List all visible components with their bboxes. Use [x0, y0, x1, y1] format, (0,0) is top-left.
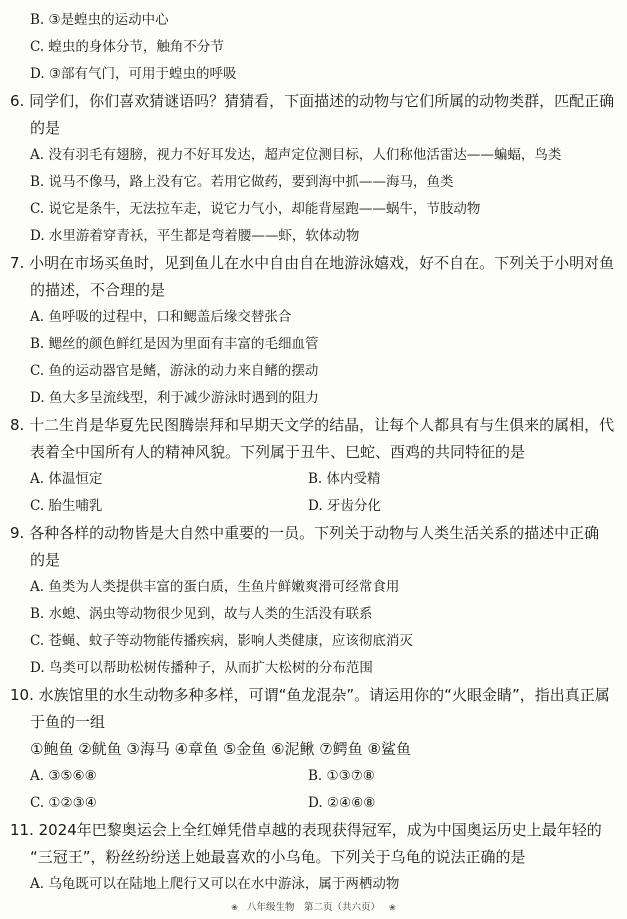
q8-option-d: D. 牙齿分化: [308, 498, 381, 514]
q9-option-c: C. 苍蝇、蚊子等动物能传播疾病，影响人类健康，应该彻底消灭: [30, 633, 413, 649]
q10-option-a: A. ③⑤⑥⑧: [30, 768, 97, 784]
q10-items: ①鲍鱼 ②鱿鱼 ③海马 ④章鱼 ⑤金鱼 ⑥泥鳅 ⑦鳄鱼 ⑧鲨鱼: [30, 740, 411, 758]
q6-option-b: B. 说马不像马，路上没有它。若用它做药，要到海中抓——海马，鱼类: [30, 174, 454, 190]
q8-stem: 8. 十二生肖是华夏先民图腾崇拜和早期天文学的结晶，让每个人都具有与生俱来的属相，代: [10, 416, 615, 434]
q7-option-a: A. 鱼呼吸的过程中，口和鳃盖后缘交替张合: [30, 309, 292, 325]
q8-stem-cont: 表着全中国所有人的精神风貌。下列属于丑牛、巳蛇、酉鸡的共同特征的是: [30, 443, 526, 461]
q7-option-c: C. 鱼的运动器官是鳍，游泳的动力来自鳍的摆动: [30, 363, 319, 379]
q10-stem-cont: 于鱼的一组: [30, 713, 106, 731]
q8-option-b: B. 体内受精: [308, 471, 381, 487]
q6-option-a: A. 没有羽毛有翅膀，视力不好耳发达，超声定位测目标，人们称他活雷达——蝙蝠，鸟类: [30, 147, 562, 163]
q6-stem: 6. 同学们，你们喜欢猜谜语吗？猜猜看，下面描述的动物与它们所属的动物类群，匹配正确: [10, 92, 615, 110]
q9-option-a: A. 鱼类为人类提供丰富的蛋白质，生鱼片鲜嫩爽滑可经常食用: [30, 579, 400, 595]
q9-option-b: B. 水螅、涡虫等动物很少见到，故与人类的生活没有联系: [30, 606, 373, 622]
q9-stem-cont: 的是: [30, 551, 61, 569]
q8-option-a: A. 体温恒定: [30, 471, 103, 487]
flower-right-icon: ❀: [389, 903, 396, 912]
q7-option-b: B. 鳃丝的颜色鲜红是因为里面有丰富的毛细血管: [30, 336, 319, 352]
q9-stem: 9. 各种各样的动物皆是大自然中重要的一员。下列关于动物与人类生活关系的描述中正确: [10, 524, 600, 542]
q5-option-d: D. ③部有气门，可用于蝗虫的呼吸: [30, 66, 237, 82]
q10-option-c: C. ①②③④: [30, 795, 97, 811]
q10-option-b: B. ①③⑦⑧: [308, 768, 375, 784]
q10-option-d: D. ②④⑥⑧: [308, 795, 376, 811]
flower-left-icon: ❀: [231, 903, 238, 912]
q9-option-d: D. 鸟类可以帮助松树传播种子，从而扩大松树的分布范围: [30, 660, 373, 676]
page-footer: [0, 899, 627, 913]
q11-stem-cont: “三冠王”，粉丝纷纷送上她最喜欢的小乌龟。下列关于乌龟的说法正确的是: [30, 848, 526, 866]
q6-option-c: C. 说它是条牛，无法拉车走，说它力气小，却能背屋跑——蜗牛，节肢动物: [30, 201, 481, 217]
q5-option-b: B. ③是蝗虫的运动中心: [30, 12, 169, 28]
q7-stem: 7. 小明在市场买鱼时，见到鱼儿在水中自由自在地游泳嬉戏，好不自在。下列关于小明对鱼: [10, 254, 615, 272]
q11-stem: 11. 2024年巴黎奥运会上全红婵凭借卓越的表现获得冠军，成为中国奥运历史上最年轻的: [10, 821, 602, 839]
footer-text: 八年级生物 第二页（共六页）: [246, 902, 380, 913]
q10-stem: 10. 水族馆里的水生动物多种多样，可谓“鱼龙混杂”。请运用你的“火眼金睛”，指出真正属: [10, 686, 610, 704]
q7-option-d: D. 鱼大多呈流线型，利于减少游泳时遇到的阻力: [30, 390, 319, 406]
q11-option-a: A. 乌龟既可以在陆地上爬行又可以在水中游泳，属于两栖动物: [30, 876, 400, 892]
q6-stem-cont: 的是: [30, 119, 61, 137]
q8-option-c: C. 胎生哺乳: [30, 498, 103, 514]
q6-option-d: D. 水里游着穿青袄，平生都是弯着腰——虾，软体动物: [30, 228, 360, 244]
q7-stem-cont: 的描述，不合理的是: [30, 281, 166, 299]
q5-option-c: C. 蝗虫的身体分节，触角不分节: [30, 39, 224, 55]
